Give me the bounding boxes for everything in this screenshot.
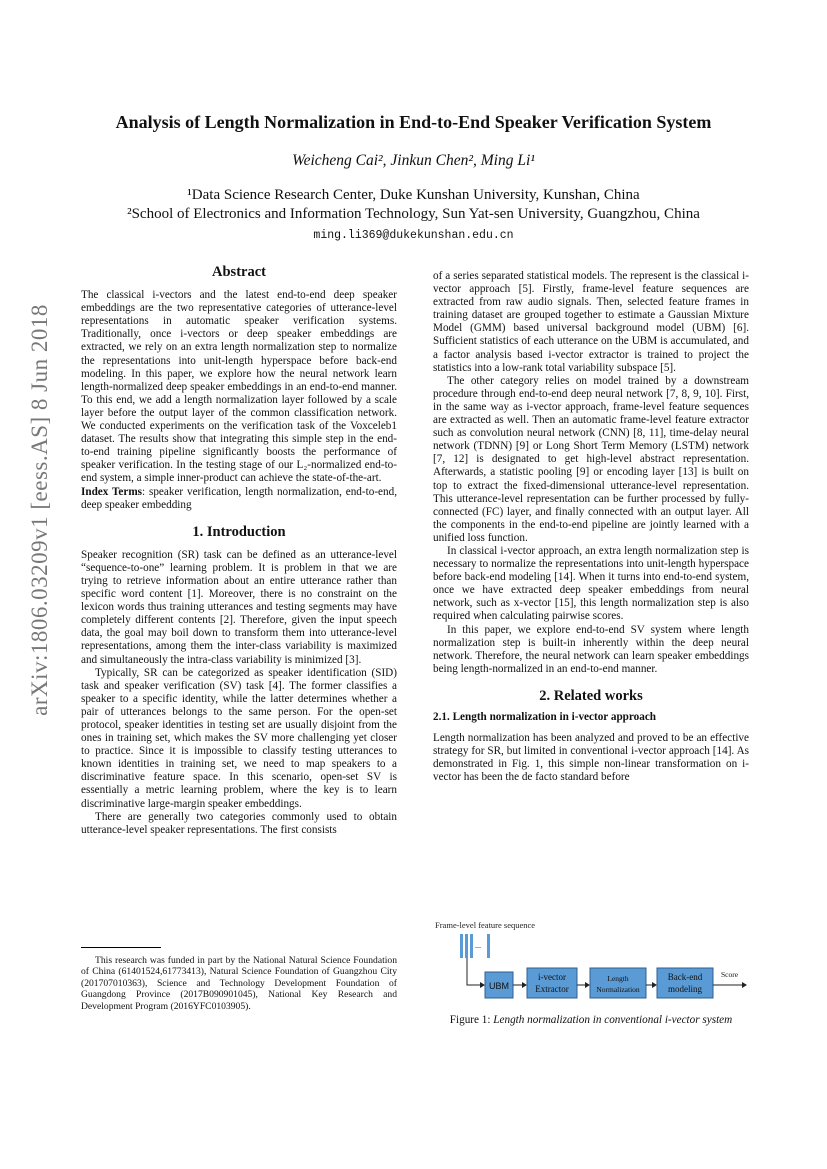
length-label-1: Length	[607, 974, 629, 983]
frame-bar	[470, 934, 473, 958]
index-terms-text: : speaker verification, length normalization, end-to-end, deep speaker embedding	[81, 485, 397, 511]
ivector-label-1: i-vector	[538, 972, 566, 982]
figure-caption	[433, 1014, 749, 1026]
abstract-heading: Abstract	[212, 264, 266, 280]
arxiv-sidebar	[20, 160, 60, 860]
frame-bar	[465, 934, 468, 958]
footnote-text: This research was funded in part by the National Natural Science Foundation of China (61401524,61773413), Natural Science Foundation of Guangzhou City (201707010363), Science and Technology Development Foundation of Guangdong Province (2017B090901045), National Key Research and Development Program (2016YFC0103905).	[81, 955, 397, 1012]
ubm-label: UBM	[489, 981, 509, 991]
affiliation-1: ¹Data Science Research Center, Duke Kunshan University, Kunshan, China	[187, 187, 640, 203]
arxiv-id: arXiv:1806.03209v1 [eess.AS] 8 Jun 2018	[27, 304, 52, 716]
arrowhead	[742, 982, 747, 988]
intro-paragraph-2: Typically, SR can be categorized as speaker identification (SID) task and speaker verification (SV) task [4]. The former classifies a speaker to a specific identity, while the latter determines whether a pair of utterances belongs to the same person. For the open-set protocol, speaker identities in testing set are usually disjoint from the ones in training set, which makes the SV more challenging yet closer to practice. Since it is impossible to classify testing utterances to known identities in training set, we need to map speakers to a discriminative feature space. In this scenario, open-set SV is essentially a metric learning problem, where the key is to learn discriminative large-margin speaker embeddings.	[81, 666, 397, 810]
right-column	[433, 270, 749, 784]
backend-label-2: modeling	[668, 984, 702, 994]
caption-prefix: Figure 1:	[449, 1014, 494, 1026]
input-arrow	[467, 958, 480, 985]
footnote-rule	[81, 947, 161, 948]
score-label: Score	[721, 970, 739, 979]
frame-bar	[487, 934, 490, 958]
intro-paragraph-3: There are generally two categories commonly used to obtain utterance-level speaker representations. The first consists	[81, 810, 397, 836]
intro-heading: 1. Introduction	[192, 523, 286, 540]
figure-1	[433, 918, 749, 1000]
caption-text: Length normalization in conventional i-vector system	[493, 1014, 733, 1026]
arrowhead	[522, 982, 527, 988]
frame-bar	[460, 934, 463, 958]
related-works-heading: 2. Related works	[539, 687, 643, 704]
right-paragraph-5: Length normalization has been analyzed and proved to be an effective strategy for SR, but limited in conventional i-vector approach [14]. As demonstrated in Fig. 1, this simple non-linear transformation on i-vector has been the de facto standard before	[433, 732, 749, 784]
feature-frames	[460, 934, 490, 958]
index-terms	[81, 486, 397, 512]
length-label-2: Normalization	[596, 985, 640, 994]
abstract-text: The classical i-vectors and the latest end-to-end deep speaker embeddings are the two representative categories of utterance-level representations in automatic speaker verification systems. Traditionally, once i-vectors or deep speaker embeddings are extracted, we rely on an extra length normalization step to normalize the representations into unit-length hyperspace before back-end modeling. In this paper, we explore how the neural network learn length-normalized deep speaker embeddings in an end-to-end manner. To this end, we add a length normalization layer followed by a scale layer before the output layer of the common classification network. We conducted experiments on the verification task of the Voxceleb1 dataset. The results show that integrating this simple step in the end-to-end training pipeline significantly boosts the performance of speaker verification. In the testing stage of our L₂-normalized end-to-end system, a simple inner-product can achieve the state-of-the-art.	[81, 289, 397, 485]
right-paragraph-2: The other category relies on model trained by a downstream procedure through end-to-end deep neural network [7, 8, 9, 10]. First, in the same way as i-vector approach, frame-level feature sequences are extracted as well. Then an automatic frame-level feature extractor such as convolution neural network (CNN) [8, 11], time-delay neural network (TDNN) [9] or Long Short Term Memory (LSTM) network [7, 12] is designated to get high-level abstract representation. Afterwards, a statistic pooling [9] or encoding layer [13] is built on top to extract the fixed-dimensional utterance-level representation. This utterance-level representation can be further processed by fully-connected (FC) layer, and finally connected with an output layer. All the components in the end-to-end pipeline are jointly learned with a unified loss function.	[433, 374, 749, 544]
right-paragraph-4: In this paper, we explore end-to-end SV system where length normalization step is built-in inherently within the deep neural network. Therefore, the neural network can learn speaker embeddings being length-normalized in an end-to-end manner.	[433, 623, 749, 675]
authors: Weicheng Cai², Jinkun Chen², Ming Li¹	[292, 152, 535, 169]
left-column	[81, 266, 397, 837]
figure-input-label: Frame-level feature sequence	[435, 920, 536, 930]
email: ming.li369@dukekunshan.edu.cn	[313, 229, 514, 242]
arrowhead	[585, 982, 590, 988]
right-paragraph-1: of a series separated statistical models. The represent is the classical i-vector approach [5]. Firstly, frame-level feature sequences are extracted from raw audio signals. Then, selected feature frames in training dataset are grouped together to estimate a Gaussian Mixture Model (GMM) based universal background model (UBM) [6]. Sufficient statistics of each utterance on the UBM is accumulated, and a factor analysis based i-vector extractor is trained to project the statistics into a low-rank total variability subspace [5].	[433, 270, 749, 374]
footnote	[81, 955, 397, 1012]
backend-label-1: Back-end	[667, 972, 703, 982]
subsection-heading: 2.1. Length normalization in i-vector approach	[433, 711, 657, 723]
index-terms-label: Index Terms	[81, 485, 143, 498]
ivector-label-2: Extractor	[535, 984, 569, 994]
paper-title: Analysis of Length Normalization in End-to-End Speaker Verification System	[115, 112, 712, 132]
frames-ellipsis: ...	[475, 941, 481, 950]
arrowhead	[480, 982, 485, 988]
intro-paragraph-1: Speaker recognition (SR) task can be defined as an utterance-level “sequence-to-one” learning problem. It is problem in that we are trying to retrieve information about an entire utterance rather than specific word content [1]. Moreover, there is no constraint on the lexicon words thus training utterances and testing segments may have completely different contents [2]. Therefore, given the input speech data, the goal may boil down to transform them into utterance-level representations, among them the inter-class variability is maximized and simultaneously the intra-class variability is minimized [3].	[81, 548, 397, 666]
right-paragraph-3: In classical i-vector approach, an extra length normalization step is necessary to normalize the representations into unit-length hyperspace before back-end modeling [14]. When it turns into end-to-end system, once we have extracted deep speaker embeddings from neural network, such as x-vector [15], this length normalization step is also required when calculating pairwise scores.	[433, 544, 749, 623]
affiliation-2: ²School of Electronics and Information Technology, Sun Yat-sen University, Guangzhou, China	[127, 206, 700, 222]
arrowhead	[652, 982, 657, 988]
